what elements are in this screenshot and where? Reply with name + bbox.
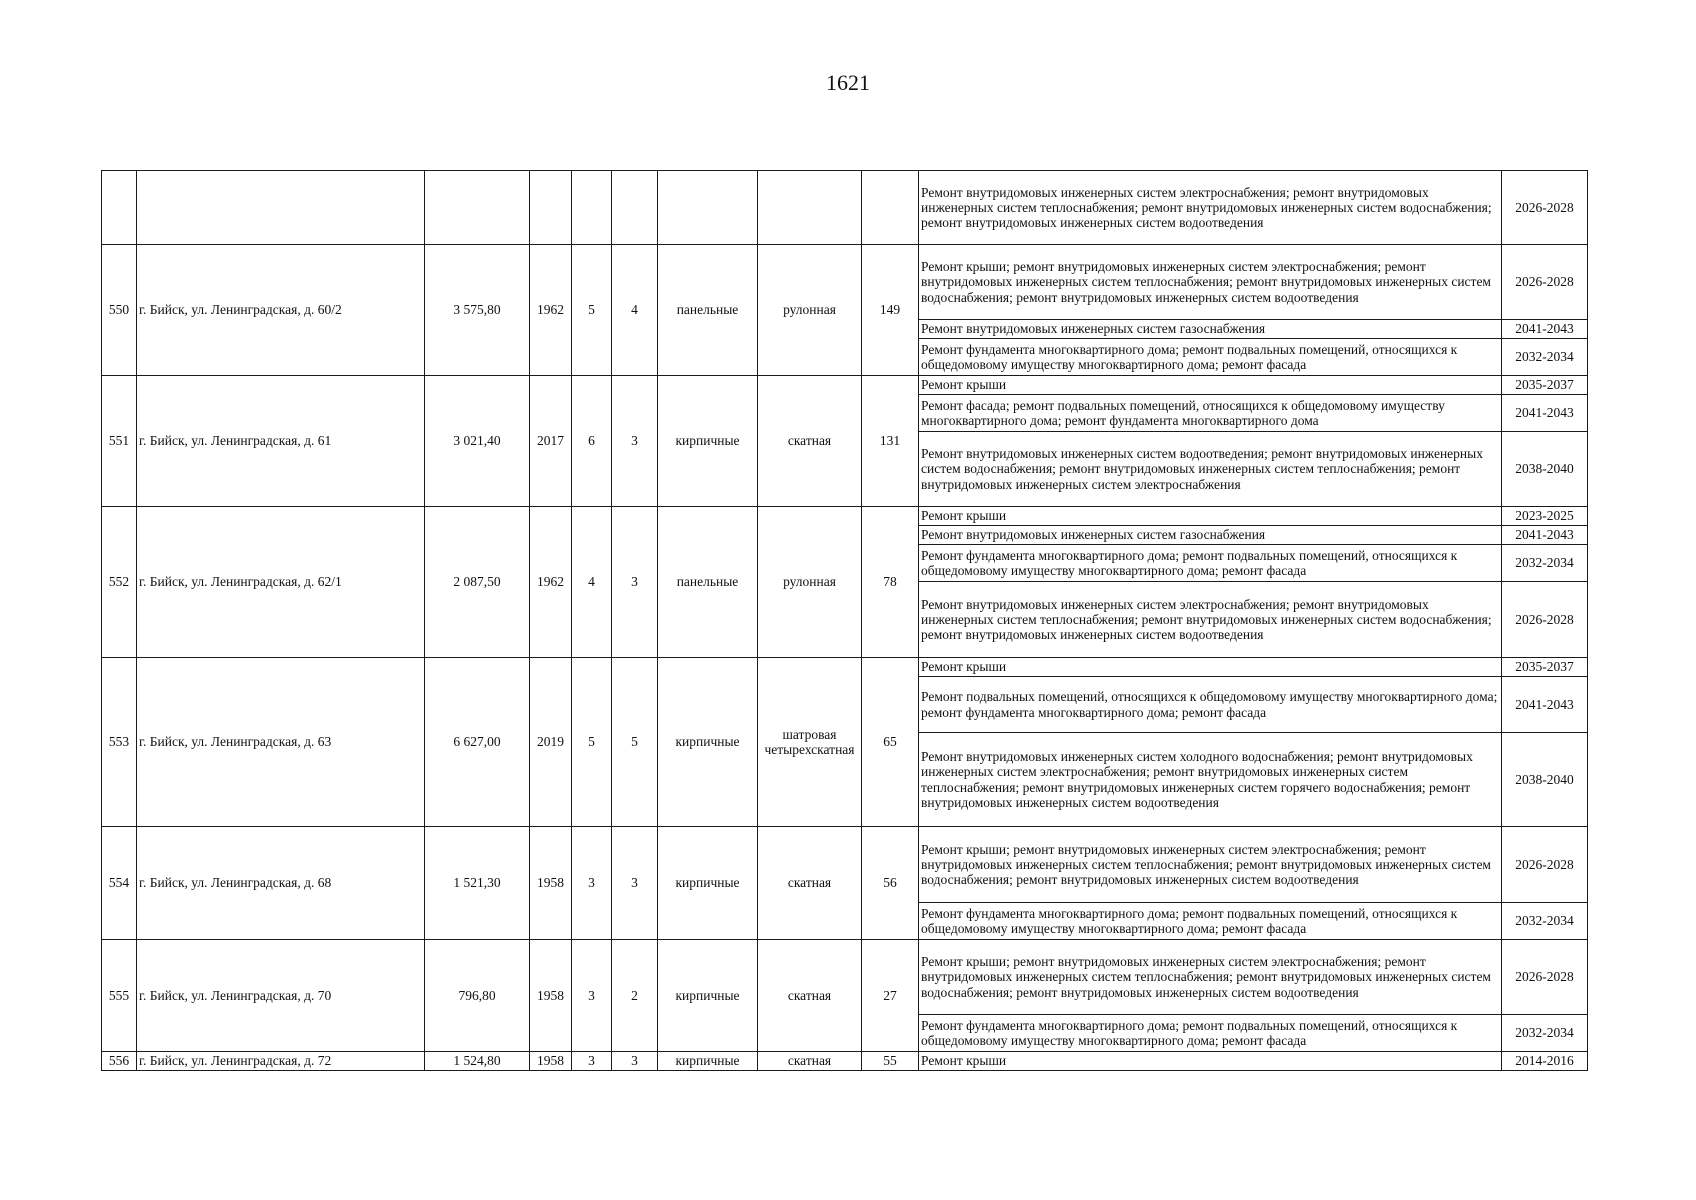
work-description: Ремонт крыши; ремонт внутридомовых инженерных систем электроснабжения; ремонт внутридомовых инженерных систем теплоснабжения; ремонт внутридомовых инженерных систем водоснабжения; ремонт внутридомовых инженерных систем водоотведения [919,827,1502,903]
work-period: 2038-2040 [1502,733,1588,827]
entrance-count: 3 [612,1052,658,1071]
build-year: 1958 [530,1052,572,1071]
wall-material: панельные [658,245,758,376]
work-period: 2041-2043 [1502,526,1588,545]
house-area: 796,80 [425,940,530,1052]
roof-type: скатная [758,940,862,1052]
table-row [102,658,1588,677]
entrance-count: 5 [612,658,658,827]
work-description: Ремонт внутридомовых инженерных систем электроснабжения; ремонт внутридомовых инженерных систем теплоснабжения; ремонт внутридомовых инженерных систем водоснабжения; ремонт внутридомовых инженерных систем водоотведения [919,171,1502,245]
work-period: 2041-2043 [1502,320,1588,339]
roof-type: скатная [758,827,862,940]
resident-count: 149 [862,245,919,376]
page-number: 1621 [826,70,870,95]
work-period: 2032-2034 [1502,339,1588,376]
work-description: Ремонт фундамента многоквартирного дома; ремонт подвальных помещений, относящихся к общедомовому имуществу многоквартирного дома; ремонт фасада [919,903,1502,940]
build-year: 1962 [530,245,572,376]
house-area: 3 575,80 [425,245,530,376]
wall-material: кирпичные [658,658,758,827]
entrance-count: 3 [612,507,658,658]
work-description: Ремонт крыши [919,1052,1502,1071]
work-period: 2014-2016 [1502,1052,1588,1071]
entrance-count: 2 [612,940,658,1052]
house-number: 553 [102,658,137,827]
house-number: 550 [102,245,137,376]
work-description: Ремонт крыши [919,658,1502,677]
work-period: 2032-2034 [1502,1015,1588,1052]
work-period: 2026-2028 [1502,827,1588,903]
roof-type: шатровая четырехскатная [758,658,862,827]
build-year: 1958 [530,940,572,1052]
roof-type [758,171,862,245]
house-address: г. Бийск, ул. Ленинградская, д. 61 [137,376,425,507]
table-row [102,827,1588,903]
work-period: 2032-2034 [1502,903,1588,940]
house-number [102,171,137,245]
table-row [102,376,1588,395]
work-period: 2038-2040 [1502,432,1588,507]
work-period: 2032-2034 [1502,545,1588,582]
work-period: 2026-2028 [1502,245,1588,320]
house-area: 1 521,30 [425,827,530,940]
work-description: Ремонт крыши [919,507,1502,526]
house-area: 1 524,80 [425,1052,530,1071]
table-row [102,507,1588,526]
house-address: г. Бийск, ул. Ленинградская, д. 60/2 [137,245,425,376]
entrance-count [612,171,658,245]
floor-count: 4 [572,507,612,658]
work-description: Ремонт крыши; ремонт внутридомовых инженерных систем электроснабжения; ремонт внутридомовых инженерных систем теплоснабжения; ремонт внутридомовых инженерных систем водоснабжения; ремонт внутридомовых инженерных систем водоотведения [919,245,1502,320]
roof-type: рулонная [758,507,862,658]
floor-count: 5 [572,245,612,376]
wall-material: кирпичные [658,376,758,507]
repair-schedule-table [101,170,1588,1071]
entrance-count: 3 [612,376,658,507]
floor-count [572,171,612,245]
work-description: Ремонт крыши; ремонт внутридомовых инженерных систем электроснабжения; ремонт внутридомовых инженерных систем теплоснабжения; ремонт внутридомовых инженерных систем водоснабжения; ремонт внутридомовых инженерных систем водоотведения [919,940,1502,1015]
work-description: Ремонт крыши [919,376,1502,395]
work-description: Ремонт подвальных помещений, относящихся к общедомовому имуществу многоквартирного дома; ремонт фундамента многоквартирного дома; ремонт фасада [919,677,1502,733]
work-period: 2035-2037 [1502,376,1588,395]
work-description: Ремонт внутридомовых инженерных систем водоотведения; ремонт внутридомовых инженерных систем водоснабжения; ремонт внутридомовых инженерных систем теплоснабжения; ремонт внутридомовых инженерных систем электроснабжения [919,432,1502,507]
table-row [102,171,1588,245]
work-period: 2023-2025 [1502,507,1588,526]
work-description: Ремонт фундамента многоквартирного дома; ремонт подвальных помещений, относящихся к общедомовому имуществу многоквартирного дома; ремонт фасада [919,545,1502,582]
house-address: г. Бийск, ул. Ленинградская, д. 70 [137,940,425,1052]
house-area: 2 087,50 [425,507,530,658]
build-year [530,171,572,245]
roof-type: рулонная [758,245,862,376]
house-area [425,171,530,245]
floor-count: 6 [572,376,612,507]
table-row [102,940,1588,1015]
house-address: г. Бийск, ул. Ленинградская, д. 68 [137,827,425,940]
wall-material [658,171,758,245]
house-number: 554 [102,827,137,940]
work-description: Ремонт внутридомовых инженерных систем газоснабжения [919,526,1502,545]
house-number: 551 [102,376,137,507]
wall-material: кирпичные [658,1052,758,1071]
build-year: 1958 [530,827,572,940]
wall-material: кирпичные [658,940,758,1052]
resident-count: 27 [862,940,919,1052]
build-year: 1962 [530,507,572,658]
house-number: 555 [102,940,137,1052]
table-row [102,1052,1588,1071]
work-description: Ремонт фасада; ремонт подвальных помещений, относящихся к общедомовому имуществу многоквартирного дома; ремонт фундамента многоквартирного дома [919,395,1502,432]
work-description: Ремонт внутридомовых инженерных систем холодного водоснабжения; ремонт внутридомовых инженерных систем электроснабжения; ремонт внутридомовых инженерных систем теплоснабжения; ремонт внутридомовых инженерных систем горячего водоснабжения; ремонт внутридомовых инженерных систем водоотведения [919,733,1502,827]
entrance-count: 3 [612,827,658,940]
work-period: 2035-2037 [1502,658,1588,677]
work-period: 2026-2028 [1502,171,1588,245]
build-year: 2019 [530,658,572,827]
build-year: 2017 [530,376,572,507]
resident-count: 78 [862,507,919,658]
house-area: 3 021,40 [425,376,530,507]
work-period: 2026-2028 [1502,940,1588,1015]
floor-count: 3 [572,827,612,940]
table-row [102,245,1588,320]
house-address: г. Бийск, ул. Ленинградская, д. 62/1 [137,507,425,658]
resident-count: 56 [862,827,919,940]
work-description: Ремонт фундамента многоквартирного дома; ремонт подвальных помещений, относящихся к общедомовому имуществу многоквартирного дома; ремонт фасада [919,339,1502,376]
house-address: г. Бийск, ул. Ленинградская, д. 63 [137,658,425,827]
entrance-count: 4 [612,245,658,376]
work-description: Ремонт внутридомовых инженерных систем электроснабжения; ремонт внутридомовых инженерных систем теплоснабжения; ремонт внутридомовых инженерных систем водоснабжения; ремонт внутридомовых инженерных систем водоотведения [919,582,1502,658]
work-description: Ремонт внутридомовых инженерных систем газоснабжения [919,320,1502,339]
resident-count: 65 [862,658,919,827]
roof-type: скатная [758,376,862,507]
resident-count: 55 [862,1052,919,1071]
wall-material: панельные [658,507,758,658]
roof-type: скатная [758,1052,862,1071]
wall-material: кирпичные [658,827,758,940]
resident-count: 131 [862,376,919,507]
floor-count: 5 [572,658,612,827]
house-address: г. Бийск, ул. Ленинградская, д. 72 [137,1052,425,1071]
house-area: 6 627,00 [425,658,530,827]
house-address [137,171,425,245]
floor-count: 3 [572,1052,612,1071]
work-period: 2041-2043 [1502,677,1588,733]
floor-count: 3 [572,940,612,1052]
work-period: 2041-2043 [1502,395,1588,432]
house-number: 556 [102,1052,137,1071]
house-number: 552 [102,507,137,658]
work-period: 2026-2028 [1502,582,1588,658]
resident-count [862,171,919,245]
work-description: Ремонт фундамента многоквартирного дома; ремонт подвальных помещений, относящихся к общедомовому имуществу многоквартирного дома; ремонт фасада [919,1015,1502,1052]
